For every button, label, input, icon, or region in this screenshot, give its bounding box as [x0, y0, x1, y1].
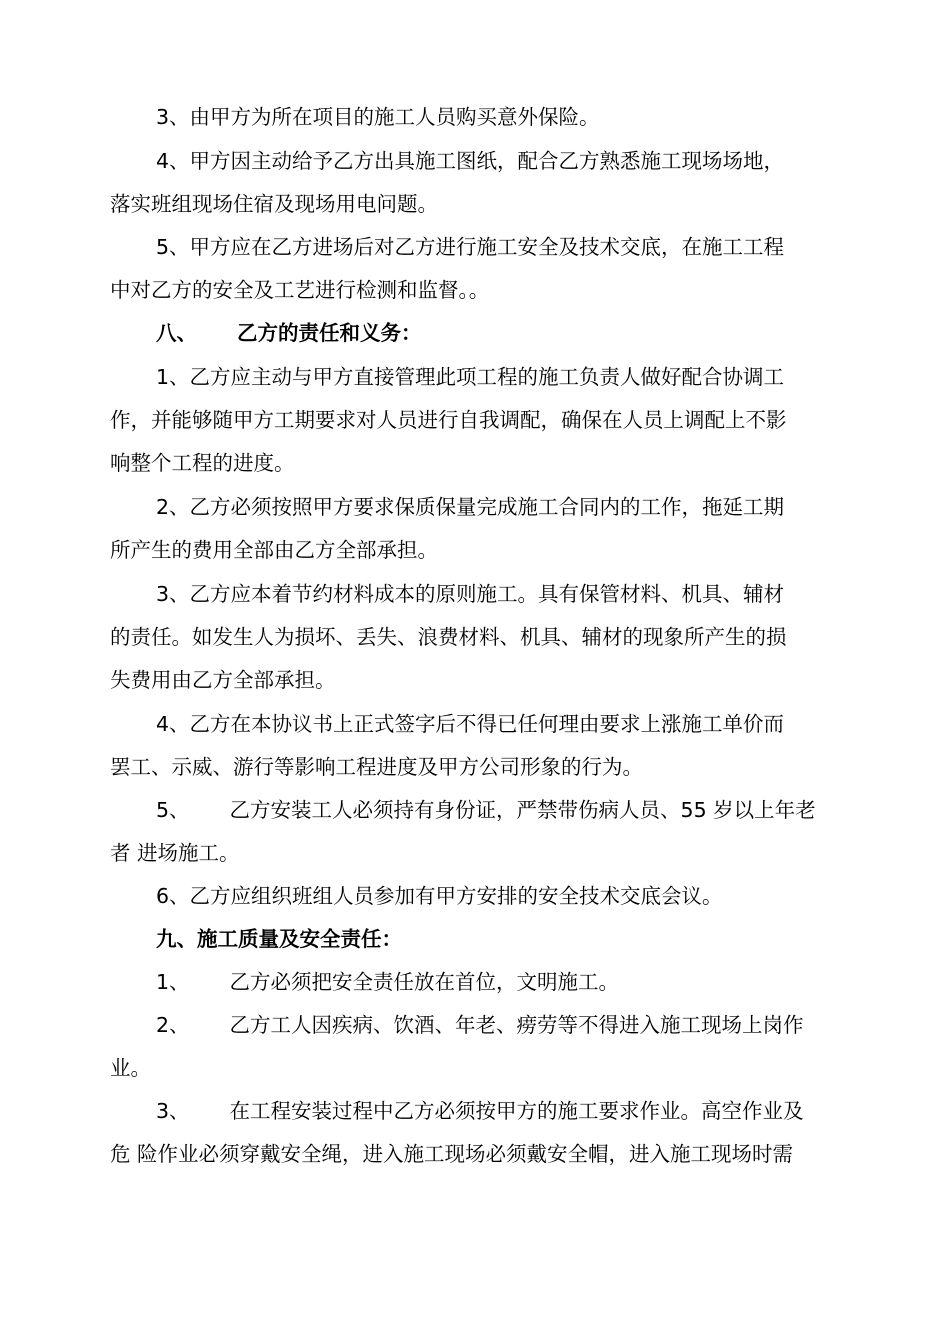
paragraph-owner-item-5 [110, 226, 870, 312]
text-line: 所产生的费用全部由乙方全部承担。 [110, 538, 438, 562]
text-line: 的责任。如发生人为损坏、丢失、浪费材料、机具、辅材的现象所产生的损 [110, 625, 787, 649]
heading-title: 乙方的责任和义务： [237, 321, 422, 345]
paragraph-contractor-item-4 [110, 703, 870, 789]
item-text: 乙方安装工人必须持有身份证，严禁带伤病人员、55 岁以上年老 [229, 798, 816, 822]
text-line: 6、乙方应组织班组人员参加有甲方安排的安全技术交底会议。 [156, 884, 723, 908]
text-line: 3、乙方应本着节约材料成本的原则施工。具有保管材料、机具、辅材 [156, 582, 785, 606]
item-number: 2、 [156, 1013, 190, 1037]
paragraph-contractor-item-2 [110, 486, 870, 572]
text-line: 作，并能够随甲方工期要求对人员进行自我调配，确保在人员上调配上不影 [110, 408, 787, 432]
paragraph-contractor-item-1 [110, 356, 870, 485]
text-line: 4、甲方因主动给予乙方出具施工图纸，配合乙方熟悉施工现场场地， [156, 149, 785, 173]
text-line [110, 789, 870, 832]
text-line: 响整个工程的进度。 [110, 451, 295, 475]
paragraph-contractor-item-5 [110, 789, 870, 875]
item-text: 乙方工人因疾病、饮酒、年老、痨劳等不得进入施工现场上岗作 [229, 1013, 804, 1037]
text-line: 者 进场施工。 [110, 841, 240, 865]
item-number: 1、 [156, 970, 190, 994]
text-line: 危 险作业必须穿戴安全绳，进入施工现场必须戴安全帽，进入施工现场时需 [110, 1142, 794, 1166]
text-line: 业。 [110, 1056, 151, 1080]
text-line: 落实班组现场住宿及现场用电问题。 [110, 192, 438, 216]
paragraph-contractor-item-3 [110, 573, 870, 702]
heading-line [110, 312, 870, 355]
paragraph-owner-item-3 [110, 96, 870, 139]
paragraph-safety-item-1 [110, 961, 870, 1004]
text-line: 2、乙方必须按照甲方要求保质保量完成施工合同内的工作，拖延工期 [156, 495, 785, 519]
text-line: 3、由甲方为所在项目的施工人员购买意外保险。 [156, 105, 600, 129]
item-text: 在工程安装过程中乙方必须按甲方的施工要求作业。高空作业及 [229, 1099, 804, 1123]
text-line: 1、乙方应主动与甲方直接管理此项工程的施工负责人做好配合协调工 [156, 365, 785, 389]
text-line: 4、乙方在本协议书上正式签字后不得已任何理由要求上涨施工单价而 [156, 712, 785, 736]
text-line [110, 961, 870, 1004]
paragraph-owner-item-4 [110, 140, 870, 226]
item-text: 乙方必须把安全责任放在首位，文明施工。 [229, 970, 620, 994]
text-line: 失费用由乙方全部承担。 [110, 668, 336, 692]
paragraph-contractor-item-6 [110, 875, 870, 918]
text-line: 中对乙方的安全及工艺进行检测和监督。。 [110, 278, 490, 302]
section-heading-8 [110, 312, 870, 355]
text-line [110, 1090, 870, 1133]
heading-number: 八、 [156, 321, 197, 345]
text-line: 5、甲方应在乙方进场后对乙方进行施工安全及技术交底，在施工工程 [156, 235, 785, 259]
heading-line: 九、施工质量及安全责任： [156, 927, 402, 951]
text-line [110, 1004, 870, 1047]
item-number: 5、 [156, 798, 190, 822]
section-heading-9 [110, 918, 870, 961]
paragraph-safety-item-3 [110, 1090, 870, 1176]
text-line: 罢工、示威、游行等影响工程进度及甲方公司形象的行为。 [110, 755, 643, 779]
paragraph-safety-item-2 [110, 1004, 870, 1090]
item-number: 3、 [156, 1099, 190, 1123]
